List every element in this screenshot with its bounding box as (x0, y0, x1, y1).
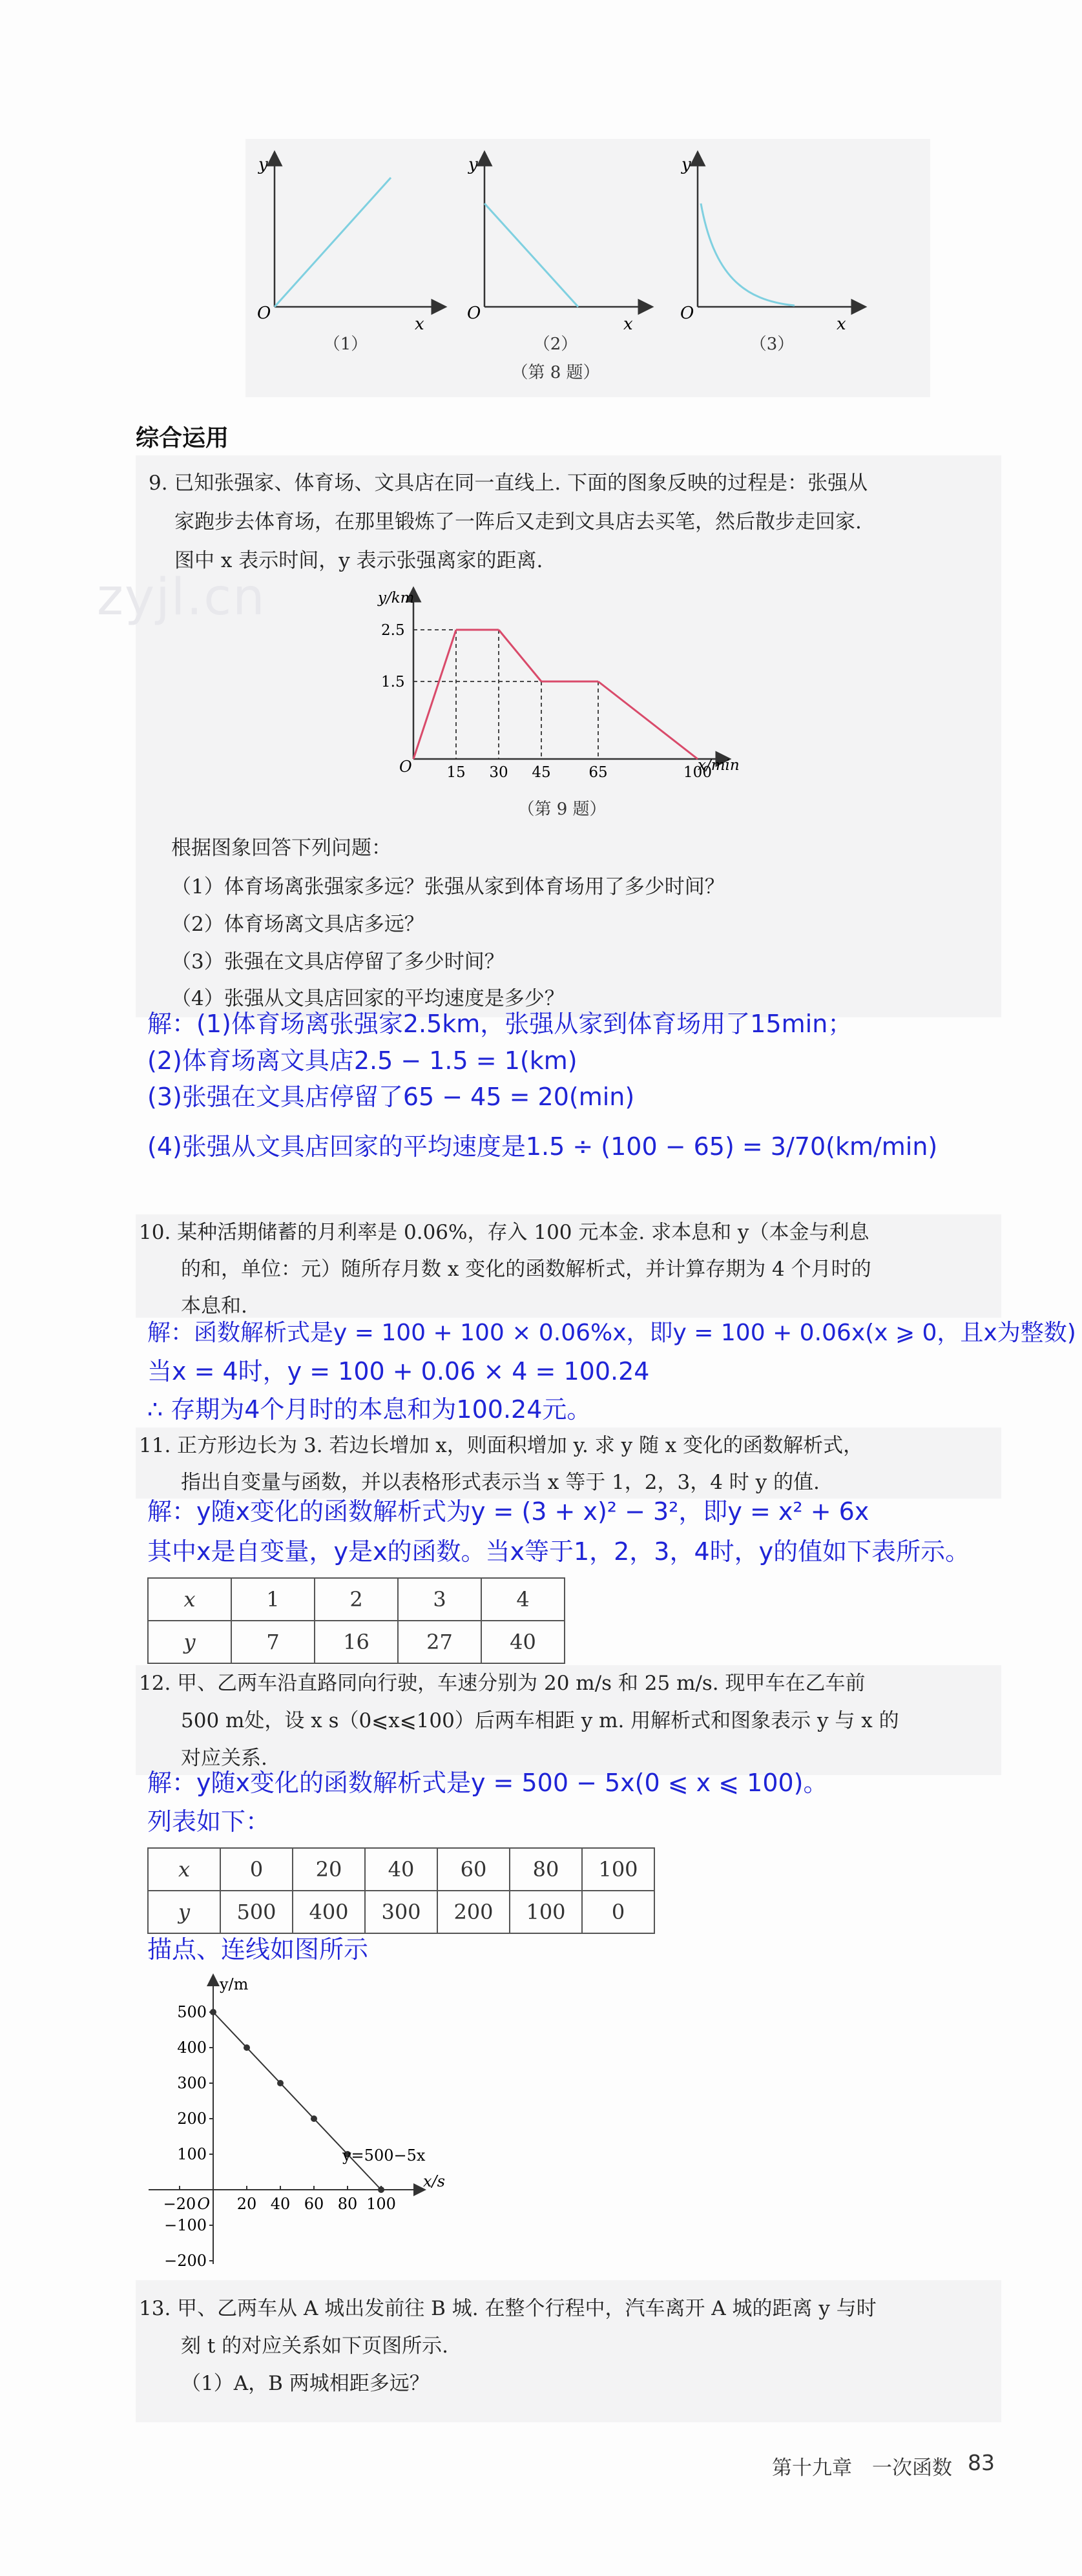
fig8-x-label: x (837, 315, 846, 334)
y-tick-label: 100 (177, 2145, 207, 2163)
fig8-x-label: x (623, 315, 633, 334)
q10-answer-2: 当x = 4时，y = 100 + 0.06 × 4 = 100.24 (147, 1357, 650, 1386)
origin-label: O (399, 758, 412, 776)
y-axis-label: y/m (220, 1975, 249, 1993)
data-point (311, 2115, 317, 2122)
x-tick-label: 60 (304, 2195, 324, 2213)
table-cell: 500 (220, 1891, 293, 1933)
q12-text-line-1: 12. 甲、乙两车沿直路同向行驶，车速分别为 20 m/s 和 25 m/s. 现甲车在乙车前 (139, 1672, 866, 1695)
y-tick-label: 1.5 (381, 674, 405, 691)
table-cell: 100 (510, 1891, 582, 1933)
x-tick-label: 30 (489, 764, 508, 781)
fig8-label: （第 8 题） (511, 363, 600, 382)
q10-answer-3: ∴ 存期为4个月时的本息和为100.24元。 (147, 1395, 592, 1424)
fig8-caption-1: （1） (323, 335, 368, 354)
table-cell: 16 (315, 1621, 398, 1663)
fig8-graph-3 (680, 155, 859, 334)
q9-answer-2: (2)体育场离文具店2.5 − 1.5 = 1(km) (147, 1046, 577, 1075)
fig8-y-label: y (681, 155, 691, 174)
page-number: 83 (968, 2450, 995, 2475)
q12-answer-1: 解：y随x变化的函数解析式是y = 500 − 5x(0 ⩽ x ⩽ 100)。 (147, 1769, 828, 1797)
table-cell: 27 (398, 1621, 481, 1663)
x-tick-label: 80 (337, 2195, 358, 2213)
q9-question-3: （3）张强在文具店停留了多少时间？ (171, 950, 505, 973)
fig8-caption-3: （3） (749, 335, 795, 354)
q11-answer-2: 其中x是自变量，y是x的函数。当x等于1，2，3，4时，y的值如下表所示。 (147, 1537, 970, 1566)
q13-text-line-1: 13. 甲、乙两车从 A 城出发前往 B 城. 在整个行程中，汽车离开 A 城的距离 y 与时 (139, 2297, 877, 2320)
watermark: zyjl.cn (97, 568, 266, 627)
table-header-y: y (148, 1621, 231, 1663)
y-tick-label: 200 (177, 2110, 207, 2128)
x-tick-label: 100 (683, 764, 712, 781)
q9-chart-label: （第 9 题） (517, 800, 607, 819)
q13-text-line-2: 刻 t 的对应关系如下页图所示. (181, 2334, 449, 2358)
q12-chart (129, 1970, 491, 2280)
origin-label: O (197, 2195, 210, 2213)
y-tick-label: 2.5 (381, 622, 405, 639)
table-row (148, 1578, 565, 1621)
table-cell: 20 (293, 1848, 365, 1891)
fig8-x-label: x (415, 315, 424, 334)
q9-answer-4: (4)张强从文具店回家的平均速度是1.5 ÷ (100 − 65) = 3/70(km/min) (147, 1132, 938, 1161)
q13-text-line-3: （1）A，B 两城相距多远？ (181, 2372, 430, 2395)
x-tick-label: 65 (588, 764, 608, 781)
q10-answer-1: 解：函数解析式是y = 100 + 100 × 0.06%x，即y = 100 + 0.06x(x ⩾ 0，且x为整数) (147, 1320, 1076, 1346)
q9-question-2: （2）体育场离文具店多远？ (171, 913, 424, 936)
fig8-caption-2: （2） (533, 335, 578, 354)
q9-text-line-2: 家跑步去体育场，在那里锻炼了一阵后又走到文具店去买笔，然后散步走回家. (174, 510, 862, 534)
q9-text-line-3: 图中 x 表示时间，y 表示张强离家的距离. (174, 549, 543, 572)
table-cell: 7 (231, 1621, 315, 1663)
q12-text-line-3: 对应关系. (181, 1747, 267, 1770)
table-row (148, 1848, 654, 1891)
q9-question-intro: 根据图象回答下列问题： (171, 836, 391, 860)
q9-text-line-1: 9. 已知张强家、体育场、文具店在同一直线上. 下面的图象反映的过程是：张强从 (149, 472, 868, 495)
x-axis-label: x/s (423, 2172, 445, 2190)
table-cell: 0 (220, 1848, 293, 1891)
q9-question-1: （1）体育场离张强家多远？张强从家到体育场用了多少时间？ (171, 875, 725, 898)
q12-table (147, 1847, 655, 1934)
fig8-origin: O (257, 304, 271, 323)
q9-chart (362, 581, 775, 788)
fig8-origin: O (467, 304, 481, 323)
table-cell: 40 (365, 1848, 437, 1891)
y-tick-label: 300 (177, 2074, 207, 2092)
x-axis-label: x/min (698, 757, 740, 774)
table-cell: 3 (398, 1578, 481, 1621)
x-tick-label: 100 (366, 2195, 396, 2213)
q10-text-line-1: 10. 某种活期储蓄的月利率是 0.06%，存入 100 元本金. 求本息和 y（本金与利息 (139, 1221, 869, 1244)
series-segment (499, 630, 541, 681)
fig8-origin: O (680, 304, 694, 323)
table-header-x: x (148, 1578, 231, 1621)
q11-text-line-1: 11. 正方形边长为 3. 若边长增加 x，则面积增加 y. 求 y 随 x 变化的函数解析式， (139, 1434, 864, 1457)
table-cell: 40 (481, 1621, 565, 1663)
table-header-x: x (148, 1848, 220, 1891)
footer-chapter: 第十九章 一次函数 (772, 2457, 952, 2480)
q12-answer-3: 描点、连线如图所示 (147, 1935, 369, 1964)
y-tick-label: 400 (177, 2039, 207, 2057)
table-header-y: y (148, 1891, 220, 1933)
q10-text-line-2: 的和，单位：元）随所存月数 x 变化的函数解析式，并计算存期为 4 个月时的 (181, 1258, 871, 1281)
data-point (277, 2080, 284, 2086)
x-tick-label: 20 (236, 2195, 257, 2213)
y-tick-label: −100 (164, 2216, 207, 2234)
x-tick-label: 40 (270, 2195, 291, 2213)
y-tick-label: 500 (177, 2003, 207, 2021)
x-tick-label: 45 (532, 764, 551, 781)
table-cell: 80 (510, 1848, 582, 1891)
table-row (148, 1621, 565, 1663)
table-cell: 0 (582, 1891, 654, 1933)
data-point (244, 2044, 250, 2051)
table-cell: 1 (231, 1578, 315, 1621)
q12-answer-2: 列表如下： (147, 1807, 271, 1836)
x-tick-label: −20 (163, 2195, 196, 2213)
q12-text-line-2: 500 m处，设 x s（0⩽x⩽100）后两车相距 y m. 用解析式和图象表示 y 与 x 的 (181, 1709, 899, 1732)
q9-answer-1: 解：(1)体育场离张强家2.5km，张强从家到体育场用了15min； (147, 1010, 853, 1038)
line-annotation: y=500−5x (342, 2146, 426, 2165)
table-cell: 60 (437, 1848, 510, 1891)
q10-text-line-3: 本息和. (181, 1294, 247, 1318)
q9-answer-3: (3)张强在文具店停留了65 − 45 = 20(min) (147, 1083, 635, 1111)
fig8-graphs (245, 139, 930, 352)
table-cell: 2 (315, 1578, 398, 1621)
table-cell: 100 (582, 1848, 654, 1891)
table-cell: 4 (481, 1578, 565, 1621)
fig8-y-label: y (258, 155, 268, 174)
table-row (148, 1891, 654, 1933)
table-cell: 300 (365, 1891, 437, 1933)
fig8-graph-1 (257, 155, 439, 334)
series-segment (413, 630, 456, 759)
q11-text-line-2: 指出自变量与函数，并以表格形式表示当 x 等于 1，2，3，4 时 y 的值. (181, 1471, 820, 1494)
data-point (210, 2009, 216, 2015)
table-cell: 400 (293, 1891, 365, 1933)
series-segment (598, 681, 698, 759)
q11-table (147, 1577, 565, 1664)
y-tick-label: −200 (164, 2252, 207, 2270)
q9-question-4: （4）张强从文具店回家的平均速度是多少？ (171, 987, 565, 1010)
data-point (378, 2186, 384, 2193)
fig8-y-label: y (468, 155, 478, 174)
q11-answer-1: 解：y随x变化的函数解析式为y = (3 + x)² − 3²，即y = x² + 6x (147, 1497, 869, 1526)
fig8-graph-2 (467, 155, 646, 334)
x-tick-label: 15 (446, 764, 466, 781)
y-axis-label: y/km (378, 590, 415, 607)
section-title: 综合运用 (136, 425, 229, 452)
table-cell: 200 (437, 1891, 510, 1933)
